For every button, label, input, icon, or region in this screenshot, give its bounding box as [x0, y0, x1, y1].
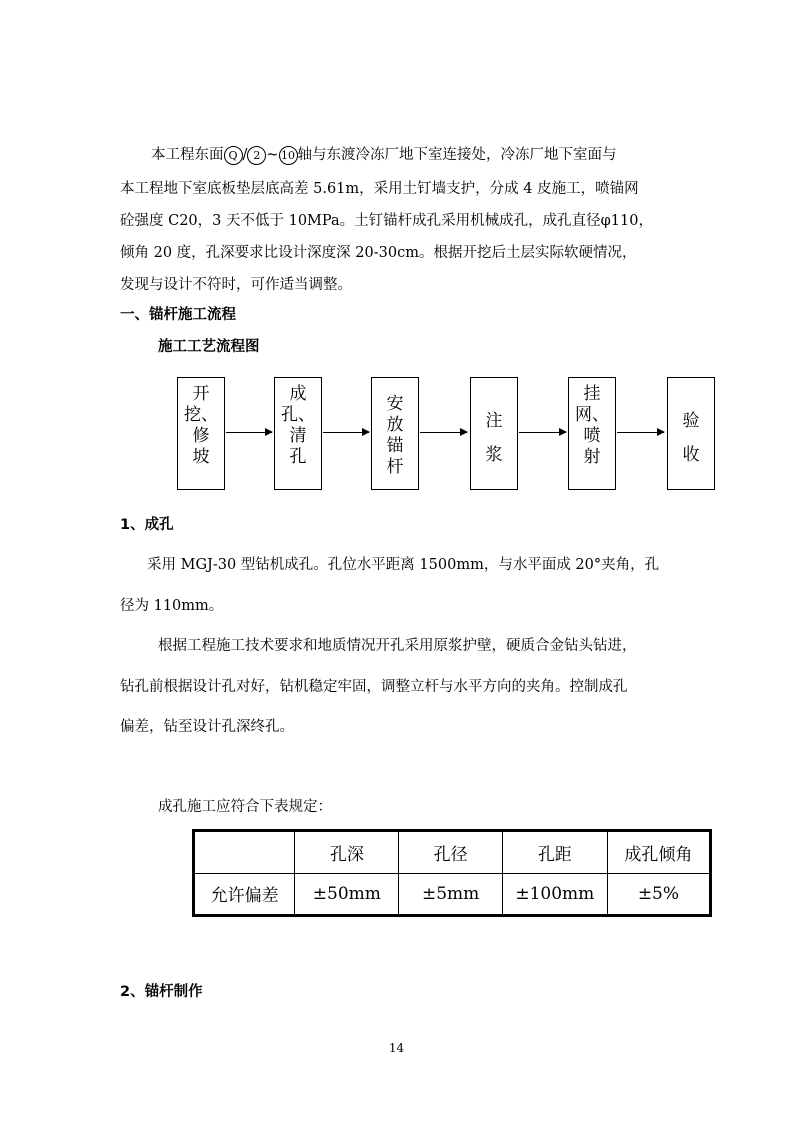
subsection-heading-anchor-making: 2、锚杆制作 [120, 984, 203, 1000]
flow-arrow [617, 432, 664, 433]
table-intro: 成孔施工应符合下表规定： [158, 799, 332, 815]
page-number: 14 [388, 1041, 405, 1055]
section-heading: 一、锚杆施工流程 [120, 307, 236, 323]
table-header-cell [194, 831, 295, 874]
table-row [194, 873, 711, 916]
intro-line-5: 发现与设计不符时，可作适当调整。 [120, 277, 352, 293]
table-header-cell: 孔深 [295, 831, 399, 874]
axis-2-circle: 2 [247, 146, 266, 165]
intro-line-2: 本工程地下室底板垫层底高差 5.61m，采用土钉墙支护，分成 4 皮施工，喷锚网 [120, 181, 639, 197]
table-header-cell: 孔径 [399, 831, 502, 874]
flow-step-mesh-spray: 挂 网、 喷 射 [568, 377, 616, 490]
table-cell: ±50mm [295, 873, 399, 916]
table-cell: ±5% [607, 873, 710, 916]
subsection-heading-drilling: 1、成孔 [120, 517, 174, 533]
flow-step-excavate: 开 挖、 修 坡 [177, 377, 225, 490]
flow-arrow [323, 432, 369, 433]
flow-arrow [226, 432, 272, 433]
flow-arrow [420, 432, 467, 433]
intro-line-1-end: 轴与东渡冷冻厂地下室连接处，冷冻厂地下室面与 [297, 147, 617, 163]
flow-step-anchor: 安 放 锚 杆 [371, 377, 419, 490]
intro-line-1-start: 本工程东面 [151, 147, 224, 163]
drilling-para-2-line-1: 根据工程施工技术要求和地质情况开孔采用原浆护壁，硬质合金钻头钻进， [158, 638, 637, 654]
table-header-cell: 孔距 [502, 831, 607, 874]
drilling-para-2-line-3: 偏差，钻至设计孔深终孔。 [120, 719, 294, 735]
flow-arrow [519, 432, 566, 433]
intro-line-1 [151, 145, 617, 165]
table-header-row [194, 831, 711, 874]
drilling-para-2-line-2: 钻孔前根据设计孔对好，钻机稳定牢固，调整立杆与水平方向的夹角。控制成孔 [120, 679, 628, 695]
flow-step-drill: 成 孔、 清 孔 [274, 377, 322, 490]
table-cell: ±100mm [502, 873, 607, 916]
axis-10-circle: 10 [279, 146, 298, 165]
drilling-para-1-line-2: 径为 110mm。 [120, 598, 224, 614]
table-cell: 允许偏差 [194, 873, 295, 916]
table-header-cell: 成孔倾角 [607, 831, 710, 874]
flowchart-title: 施工工艺流程图 [158, 339, 260, 355]
tolerance-table [192, 829, 712, 917]
axis-q-circle: Q [224, 146, 243, 165]
flow-step-accept: 验 收 [667, 377, 715, 490]
intro-line-4: 倾角 20 度，孔深要求比设计深度深 20-30cm。根据开挖后土层实际软硬情况， [120, 245, 637, 261]
table-cell: ±5mm [399, 873, 502, 916]
axis-tilde: ~ [266, 147, 279, 163]
drilling-para-1-line-1: 采用 MGJ-30 型钻机成孔。孔位水平距离 1500mm，与水平面成 20°夹角，孔 [147, 557, 660, 573]
axis-slash: / [242, 147, 248, 163]
intro-line-3: 砼强度 C20，3 天不低于 10MPa。土钉锚杆成孔采用机械成孔，成孔直径φ110， [120, 213, 653, 229]
flow-step-grout: 注 浆 [470, 377, 518, 490]
